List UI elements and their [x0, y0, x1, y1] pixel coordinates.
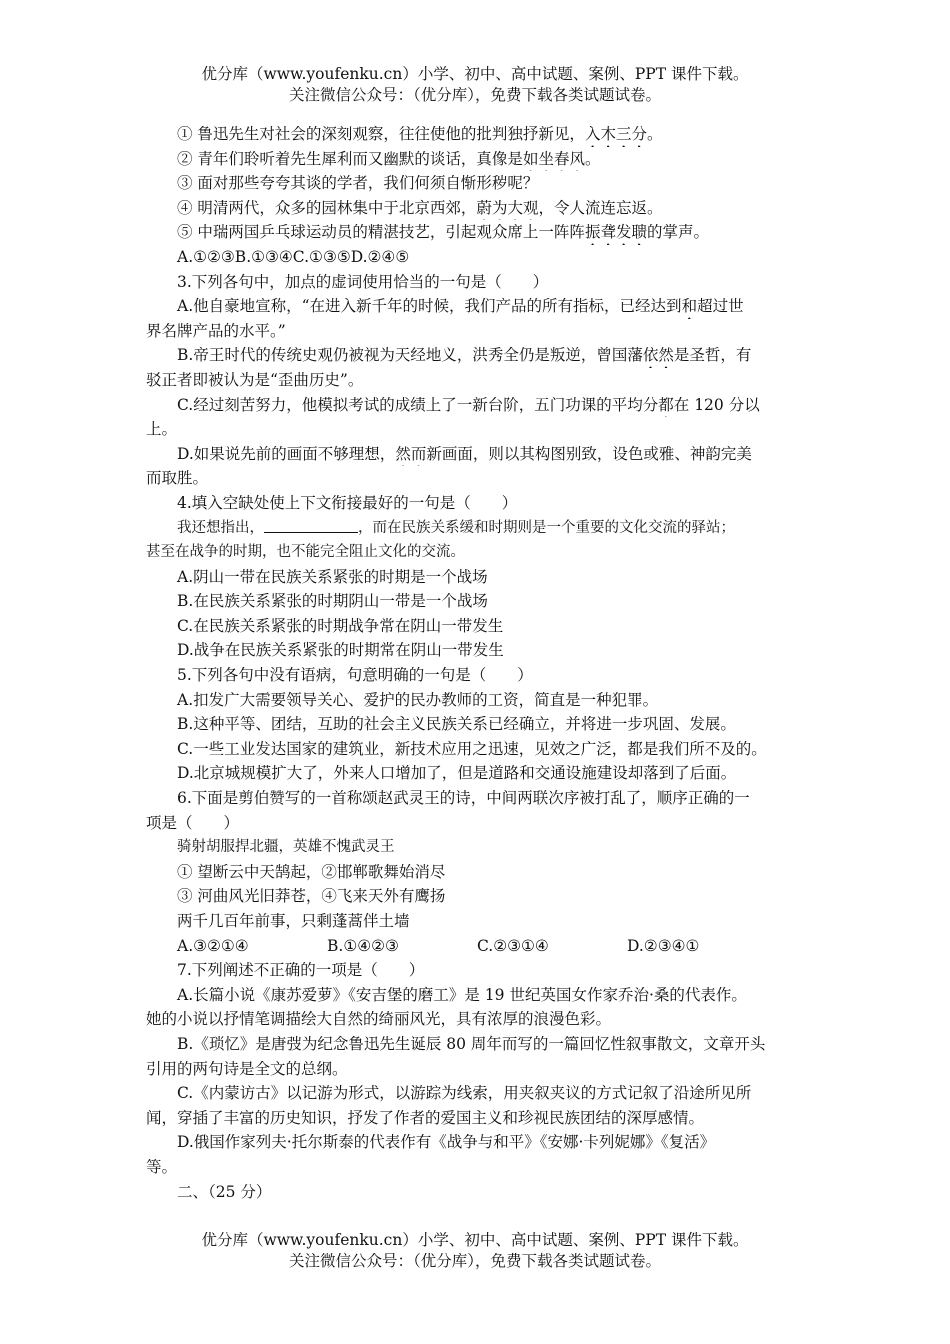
q7-option-a-cont: 她的小说以抒情笔调描绘大自然的绮丽风光，具有浓厚的浪漫色彩。 [146, 1010, 612, 1029]
q4-passage-line-2: 甚至在战争的时期，也不能完全阻止文化的交流。 [146, 544, 465, 561]
q4-option-a: A.阴山一带在民族关系紧张的时期是一个战场 [177, 567, 488, 586]
emphasis-dotted: 然而 [395, 444, 427, 463]
q7-option-d-cont: 等。 [146, 1157, 178, 1176]
q6-couplet-1: ① 望断云中天鹄起，②邯郸歌舞始消尽 [177, 862, 446, 881]
q5-option-a: A.扣发广大需要领导关心、爱护的民办教师的工资，简直是一种犯罪。 [177, 690, 659, 709]
q3-option-d-cont: 而取胜。 [146, 469, 209, 488]
emphasis-dotted: 如坐春风 [522, 149, 585, 168]
page-footer [0, 1230, 950, 1272]
q4-passage-line-1: 我还想指出， ，而在民族关系缓和时期则是一个重要的文化交流的驿站； [177, 519, 735, 536]
q2-item-2: ② 青年们聆听着先生犀利而又幽默的谈话，真像是如坐春风。 [177, 149, 601, 168]
q6-stem: 6.下面是剪伯赞写的一首称颂赵武灵王的诗，中间两联次序被打乱了，顺序正确的一 [177, 789, 750, 808]
q7-option-c-cont: 闻，穿插了丰富的历史知识，抒发了作者的爱国主义和珍视民族团结的深厚感情。 [146, 1108, 705, 1127]
q5-stem: 5.下列各句中没有语病，句意明确的一句是（ ） [177, 666, 533, 685]
emphasis-dotted: 振聋发聩 [584, 223, 647, 242]
q3-option-c: C.经过刻苦努力，他模拟考试的成绩上了一新台阶，五门功课的平均分都在 120 分以 [177, 395, 760, 414]
q7-option-c: C.《内蒙访古》以记游为形式，以游踪为线索，用夹叙夹议的方式记叙了沿途所见所 [177, 1084, 752, 1103]
q6-option-c: C.②③①④ [477, 936, 549, 955]
q3-option-b: B.帝王时代的传统史观仍被视为天经地义，洪秀全仍是叛逆，曾国藩依然是圣哲，有 [177, 346, 752, 365]
q6-option-d: D.②③④① [627, 936, 700, 955]
header-line-2: 关注微信公众号：（优分库），免费下载各类试题试卷。 [288, 86, 661, 104]
q3-option-a-cont: 界名牌产品的水平。” [146, 321, 286, 340]
q4-option-c: C.在民族关系紧张的时期战争常在阴山一带发生 [177, 616, 504, 635]
q3-option-c-cont: 上。 [146, 420, 178, 439]
q6-poem-line-last: 两千几百年前事，只剩蓬蒿伴土墙 [177, 912, 410, 930]
page-header [0, 64, 950, 106]
emphasis-dotted: 依然 [642, 346, 674, 365]
q6-couplet-2: ③ 河曲风光旧莽苍，④飞来天外有鹰扬 [177, 887, 446, 906]
q4-option-d: D.战争在民族关系紧张的时期常在阴山一带发生 [177, 641, 504, 660]
q2-item-3: ③ 面对那些夸夸其谈的学者，我们何须自惭形秽呢？ [177, 174, 539, 193]
q2-item-5: ⑤ 中瑞两国乒乓球运动员的精湛技艺，引起观众席上一阵阵振聋发聩的掌声。 [177, 223, 709, 242]
exam-content [146, 122, 810, 1204]
emphasis-dotted: 入木三分 [584, 125, 647, 143]
fill-blank [264, 518, 358, 533]
emphasis-dotted: 和 [681, 297, 698, 316]
q2-options: A.①②③B.①③④C.①③⑤D.②④⑤ [177, 247, 410, 266]
q7-stem: 7.下列阐述不正确的一项是（ ） [177, 961, 425, 980]
q7-option-b-cont: 引用的两句诗是全文的总纲。 [146, 1059, 348, 1078]
emphasis-dotted: 都 [658, 395, 674, 414]
q4-option-b: B.在民族关系紧张的时期阴山一带是一个战场 [177, 592, 488, 611]
q7-option-a: A.长篇小说《康苏爱萝》《安吉堡的磨工》是 19 世纪英国女作家乔治·桑的代表作。 [177, 985, 747, 1004]
q3-option-a: A.他自豪地宣称，“在进入新千年的时候，我们产品的所有指标，已经达到和超过世 [177, 297, 744, 316]
emphasis-dotted: 蔚为大观 [476, 198, 539, 217]
q3-option-d: D.如果说先前的画面不够理想，然而新画面，则以其构图别致，设色或雅、神韵完美 [177, 444, 752, 463]
q6-poem-line-1: 骑射胡服捍北疆，英雄不愧武灵王 [177, 839, 395, 856]
q6-options [146, 934, 810, 959]
q7-option-d: D.俄国作家列夫·托尔斯泰的代表作有《战争与和平》《安娜·卡列妮娜》《复活》 [177, 1133, 716, 1152]
header-line-1: 优分库（www.youfenku.cn）小学、初中、高中试题、案例、PPT 课件下载。 [201, 65, 749, 83]
q6-option-a: A.③②①④ [177, 936, 249, 955]
footer-line-1: 优分库（www.youfenku.cn）小学、初中、高中试题、案例、PPT 课件下载。 [201, 1231, 749, 1249]
q4-stem: 4.填入空缺处使上下文衔接最好的一句是（ ） [177, 493, 518, 512]
q3-stem: 3.下列各句中，加点的虚词使用恰当的一句是（ ） [177, 272, 549, 291]
q7-option-b: B.《琐忆》是唐弢为纪念鲁迅先生诞辰 80 周年而写的一篇回忆性叙事散文，文章开头 [177, 1034, 766, 1053]
q5-option-d: D.北京城规模扩大了，外来人口增加了，但是道路和交通设施建设却落到了后面。 [177, 764, 737, 783]
q6-stem-cont: 项是（ ） [146, 813, 240, 832]
footer-line-2: 关注微信公众号：（优分库），免费下载各类试题试卷。 [288, 1252, 661, 1270]
q2-item-4: ④ 明清两代，众多的园林集中于北京西郊，蔚为大观，令人流连忘返。 [177, 198, 663, 217]
q5-option-c: C.一些工业发达国家的建筑业，新技术应用之迅速，见效之广泛，都是我们所不及的。 [177, 739, 767, 758]
q5-option-b: B.这种平等、团结，互助的社会主义民族关系已经确立，并将进一步巩固、发展。 [177, 715, 736, 734]
q2-item-1: ① 鲁迅先生对社会的深刻观察，往往使他的批判独抒新见，入木三分。 [177, 125, 663, 143]
q6-option-b: B.①④②③ [327, 936, 399, 955]
section-2-heading: 二、（25 分） [177, 1182, 272, 1201]
q3-option-b-cont: 驳正者即被认为是“歪曲历史”。 [146, 370, 364, 389]
